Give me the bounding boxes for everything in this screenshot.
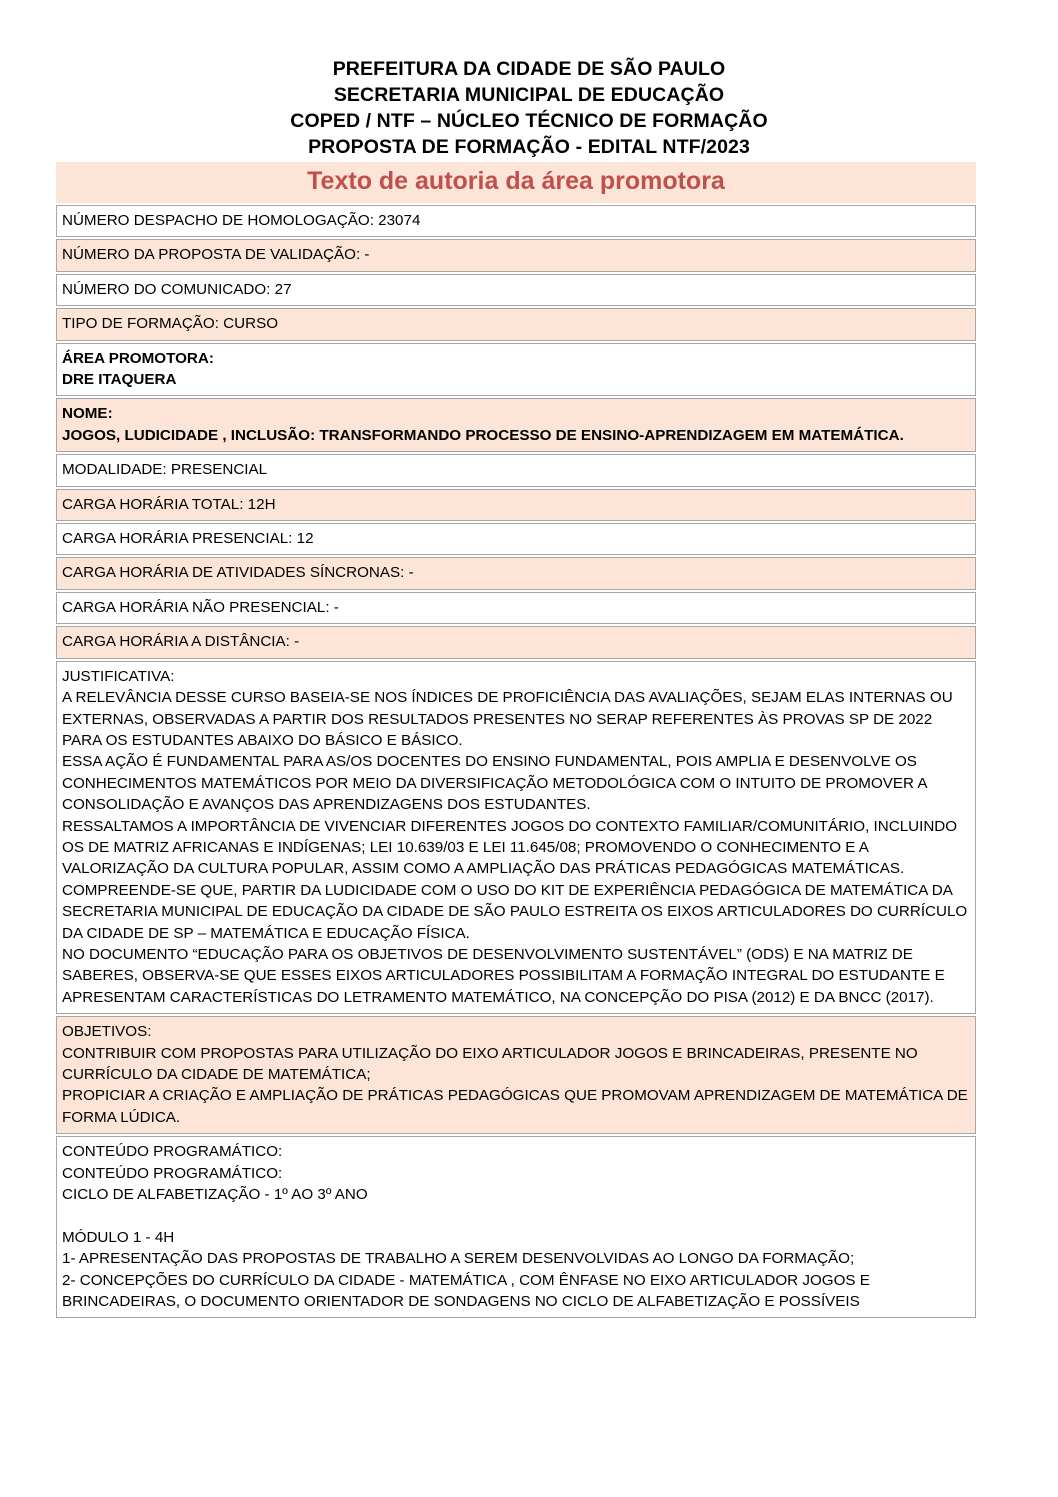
justificativa-label: JUSTIFICATIVA: [62, 667, 175, 685]
conteudo-label-2: CONTEÚDO PROGRAMÁTICO: [62, 1164, 283, 1182]
row-numero-comunicado: NÚMERO DO COMUNICADO: 27 [56, 274, 976, 306]
row-carga-horaria-sincronas: CARGA HORÁRIA DE ATIVIDADES SÍNCRONAS: - [56, 557, 976, 589]
table-row [56, 205, 976, 237]
row-tipo-formacao: TIPO DE FORMAÇÃO: CURSO [56, 308, 976, 340]
table-row [56, 308, 976, 340]
justificativa-paragraph-1: A RELEVÂNCIA DESSE CURSO BASEIA-SE NOS ÍNDICES DE PROFICIÊNCIA DAS AVALIAÇÕES, SEJAM ELAS INTERNAS OU EXTERNAS, OBSERVADAS A PARTIR DOS RESULTADOS PRESENTES NO SERAP REFERENTES ÀS PROVAS SP DE 2022 PARA OS ESTUDANTES ABAIXO DO BÁSICO E BÁSICO. [62, 689, 957, 749]
table-row [56, 454, 976, 486]
row-nome [56, 398, 976, 452]
row-modalidade: MODALIDADE: PRESENCIAL [56, 454, 976, 486]
table-row [56, 557, 976, 589]
area-promotora-label: ÁREA PROMOTORA: [62, 349, 214, 367]
row-numero-despacho: NÚMERO DESPACHO DE HOMOLOGAÇÃO: 23074 [56, 205, 976, 237]
justificativa-paragraph-5: NO DOCUMENTO “EDUCAÇÃO PARA OS OBJETIVOS DE DESENVOLVIMENTO SUSTENTÁVEL” (ODS) E NA MATRIZ DE SABERES, OBSERVA-SE QUE ESSES EIXOS ARTICULADORES POSSIBILITAM A FORMAÇÃO INTEGRAL DO ESTUDANTE E APRESENTAM CARACTERÍSTICAS DO LETRAMENTO MATEMÁTICO, NA CONCEPÇÃO DO PISA (2012) E DA BNCC (2017). [62, 945, 949, 1006]
table-row [56, 489, 976, 521]
row-objetivos [56, 1016, 976, 1134]
justificativa-paragraph-2: ESSA AÇÃO É FUNDAMENTAL PARA AS/OS DOCENTES DO ENSINO FUNDAMENTAL, POIS AMPLIA E DESENVOLVE OS CONHECIMENTOS MATEMÁTICOS POR MEIO DA DIVERSIFICAÇÃO METODOLÓGICA COM O INTUITO DE PROMOVER A CONSOLIDAÇÃO E AVANÇOS DAS APRENDIZAGENS DOS ESTUDANTES. [62, 753, 931, 814]
header-line-prefeitura: PREFEITURA DA CIDADE DE SÃO PAULO [332, 58, 726, 80]
nome-label: NOME: [62, 405, 113, 423]
nome-value: JOGOS, LUDICIDADE , INCLUSÃO: TRANSFORMANDO PROCESSO DE ENSINO-APRENDIZAGEM EM MATEMÁTICA. [62, 426, 904, 444]
row-carga-horaria-distancia: CARGA HORÁRIA A DISTÂNCIA: - [56, 626, 976, 658]
table-row [56, 1016, 976, 1134]
row-carga-horaria-presencial: CARGA HORÁRIA PRESENCIAL: 12 [56, 523, 976, 555]
table-row [56, 626, 976, 658]
row-numero-proposta-validacao: NÚMERO DA PROPOSTA DE VALIDAÇÃO: - [56, 239, 976, 271]
row-carga-horaria-nao-presencial: CARGA HORÁRIA NÃO PRESENCIAL: - [56, 592, 976, 624]
document-header [0, 0, 1058, 160]
row-justificativa [56, 661, 976, 1015]
banner-cell [56, 162, 976, 203]
table-row [56, 592, 976, 624]
header-line-secretaria: SECRETARIA MUNICIPAL DE EDUCAÇÃO [333, 84, 725, 106]
conteudo-item-1: 1- APRESENTAÇÃO DAS PROPOSTAS DE TRABALHO A SEREM DESENVOLVIDAS AO LONGO DA FORMAÇÃO; [62, 1250, 855, 1268]
row-carga-horaria-total: CARGA HORÁRIA TOTAL: 12H [56, 489, 976, 521]
banner-row [56, 162, 976, 203]
table-row [56, 523, 976, 555]
table-row [56, 274, 976, 306]
objetivos-label: OBJETIVOS: [62, 1023, 152, 1041]
conteudo-item-2: 2- CONCEPÇÕES DO CURRÍCULO DA CIDADE - MATEMÁTICA , COM ÊNFASE NO EIXO ARTICULADOR JOGOS E BRINCADEIRAS, O DOCUMENTO ORIENTADOR DE SONDAGENS NO CICLO DE ALFABETIZAÇÃO E POSSÍVEIS [62, 1271, 875, 1311]
header-line-proposta-edital: PROPOSTA DE FORMAÇÃO - EDITAL NTF/2023 [308, 136, 750, 158]
row-conteudo-programatico [56, 1136, 976, 1318]
conteudo-label-1: CONTEÚDO PROGRAMÁTICO: [62, 1143, 283, 1161]
table-row [56, 343, 976, 397]
area-promotora-value: DRE ITAQUERA [62, 371, 177, 389]
conteudo-spacer [62, 1205, 971, 1226]
row-area-promotora [56, 343, 976, 397]
proposta-form-table [56, 160, 976, 1320]
objetivos-paragraph-1: CONTRIBUIR COM PROPOSTAS PARA UTILIZAÇÃO DO EIXO ARTICULADOR JOGOS E BRINCADEIRAS, PRESENTE NO CURRÍCULO DA CIDADE DE MATEMÁTICA; [62, 1044, 922, 1083]
table-row [56, 661, 976, 1015]
table-row [56, 1136, 976, 1318]
table-row [56, 239, 976, 271]
banner-title: Texto de autoria da área promotora [307, 167, 725, 195]
justificativa-paragraph-4: COMPREENDE-SE QUE, PARTIR DA LUDICIDADE COM O USO DO KIT DE EXPERIÊNCIA PEDAGÓGICA DE MATEMÁTICA DA SECRETARIA MUNICIPAL DE EDUCAÇÃO DA CIDADE DE SÃO PAULO ESTREITA OS EIXOS ARTICULADORES DO CURRÍCULO DA CIDADE DE SP – MATEMÁTICA E EDUCAÇÃO FÍSICA. [62, 881, 972, 942]
objetivos-paragraph-2: PROPICIAR A CRIAÇÃO E AMPLIAÇÃO DE PRÁTICAS PEDAGÓGICAS QUE PROMOVAM APRENDIZAGEM DE MATEMÁTICA DE FORMA LÚDICA. [62, 1087, 973, 1126]
table-row [56, 398, 976, 452]
justificativa-paragraph-3: RESSALTAMOS A IMPORTÂNCIA DE VIVENCIAR DIFERENTES JOGOS DO CONTEXTO FAMILIAR/COMUNITÁRIO, INCLUINDO OS DE MATRIZ AFRICANAS E INDÍGENAS; LEI 10.639/03 E LEI 11.645/08; PROMOVENDO O CONHECIMENTO E A VALORIZAÇÃO DA CULTURA POPULAR, ASSIM COMO A AMPLIAÇÃO DAS PRÁTICAS PEDAGÓGICAS MATEMÁTICAS. [62, 817, 962, 878]
conteudo-modulo1-title: MÓDULO 1 - 4H [62, 1228, 175, 1246]
conteudo-ciclo: CICLO DE ALFABETIZAÇÃO - 1º AO 3º ANO [62, 1186, 368, 1204]
header-line-coped-ntf: COPED / NTF – NÚCLEO TÉCNICO DE FORMAÇÃO [290, 110, 768, 132]
